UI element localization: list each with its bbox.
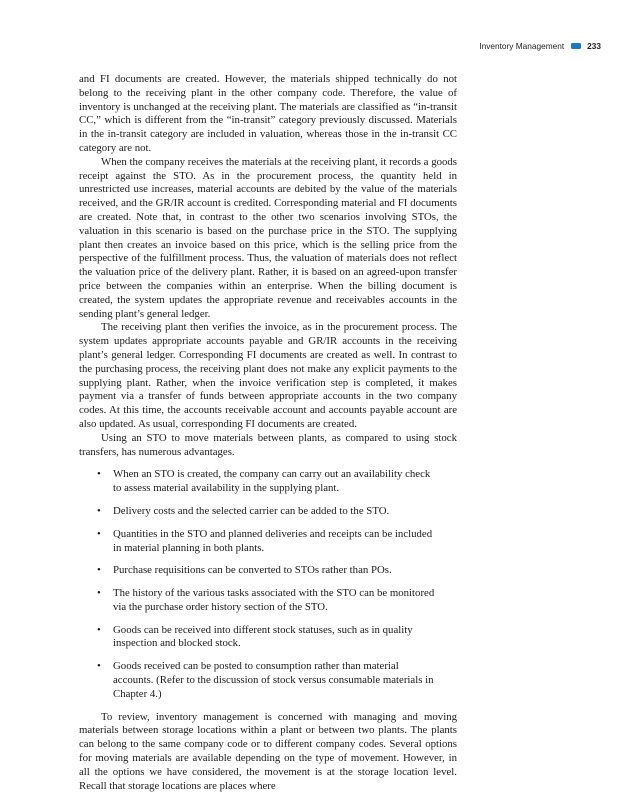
list-item [79, 528, 457, 556]
paragraph: When the company receives the materials at the receiving plant, it records a goods receipt against the STO. As in the procurement process, the quantity held in unrestricted use increases, material accounts are debited by the value of the materials received, and the GR/IR account is credited. Corresponding material and FI documents are created. Note that, in contrast to the other two scenarios involving STOs, the valuation in this scenario is based on the purchase price in the STO. The supplying plant then creates an invoice based on this price, which is the selling price from the perspective of the fulfillment process. Thus, the valuation of materials does not reflect the valuation price of the delivery plant. Rather, it is based on an agreed-upon transfer price between the companies within an enterprise. When the billing document is created, the system updates the appropriate revenue and receivables accounts in the sending plant’s general ledger. [79, 155, 457, 320]
advantages-list [79, 468, 457, 701]
paragraph: To review, inventory management is concerned with managing and moving materials between storage locations within a plant or between two plants. The plants can belong to the same company code or to different company codes. Several options for moving materials are available depending on the type of movement. However, in all the options we have considered, the movement is at the storage location level. Recall that storage locations are places where [79, 710, 457, 792]
list-item-text: Quantities in the STO and planned deliveries and receipts can be included in material planning in both plants. [113, 527, 433, 554]
list-item [79, 587, 457, 615]
bullet-icon: • [97, 564, 101, 577]
list-item-text: Delivery costs and the selected carrier can be added to the STO. [113, 504, 390, 517]
list-item [79, 660, 457, 701]
page-body [79, 73, 457, 793]
bullet-icon: • [97, 623, 101, 636]
paragraph: Using an STO to move materials between plants, as compared to using stock transfers, has numerous advantages. [79, 431, 457, 458]
list-item-text: When an STO is created, the company can carry out an availability check to assess material availability in the supplying plant. [113, 468, 431, 495]
list-item-text: Goods can be received into different stock statuses, such as in quality inspection and blocked stock. [113, 623, 413, 650]
bullet-icon: • [97, 468, 101, 481]
list-item-text: The history of the various tasks associated with the STO can be monitored via the purchase order history section of the STO. [113, 587, 435, 613]
list-item [79, 564, 457, 578]
running-head [479, 41, 601, 51]
bullet-icon: • [97, 660, 101, 673]
list-item [79, 624, 457, 652]
paragraph: and FI documents are created. However, the materials shipped technically do not belong to the receiving plant in the other company code. Therefore, the value of inventory is unchanged at the receiving plant. The materials are classified as “in-transit CC,” which is different from the “in-transit” category previously discussed. Materials in the in-transit category are included in valuation, whereas those in the in-transit CC category are not. [79, 73, 457, 154]
list-item-text: Goods received can be posted to consumption rather than material accounts. (Refer to the discussion of stock versus consumable materials in Chapter 4.) [113, 660, 434, 700]
bullet-icon: • [97, 527, 101, 540]
list-item [79, 505, 457, 519]
bullet-icon: • [97, 587, 101, 600]
section-title: Inventory Management [479, 41, 565, 51]
paragraph: The receiving plant then verifies the invoice, as in the procurement process. The system updates appropriate accounts payable and GR/IR accounts in the receiving plant’s general ledger. Corresponding FI documents are created as well. In contrast to the purchasing process, the receiving plant does not make any explicit payments to the supplying plant. Rather, when the invoice verification step is completed, it makes payment via a transfer of funds between appropriate accounts in the two company codes. At this time, the accounts receivable account and accounts payable account are also updated. As usual, corresponding FI documents are created. [79, 321, 457, 430]
section-marker-icon [571, 43, 581, 49]
bullet-icon: • [97, 504, 101, 517]
list-item [79, 468, 457, 496]
list-item-text: Purchase requisitions can be converted to STOs rather than POs. [113, 564, 392, 577]
page-number: 233 [587, 41, 601, 51]
